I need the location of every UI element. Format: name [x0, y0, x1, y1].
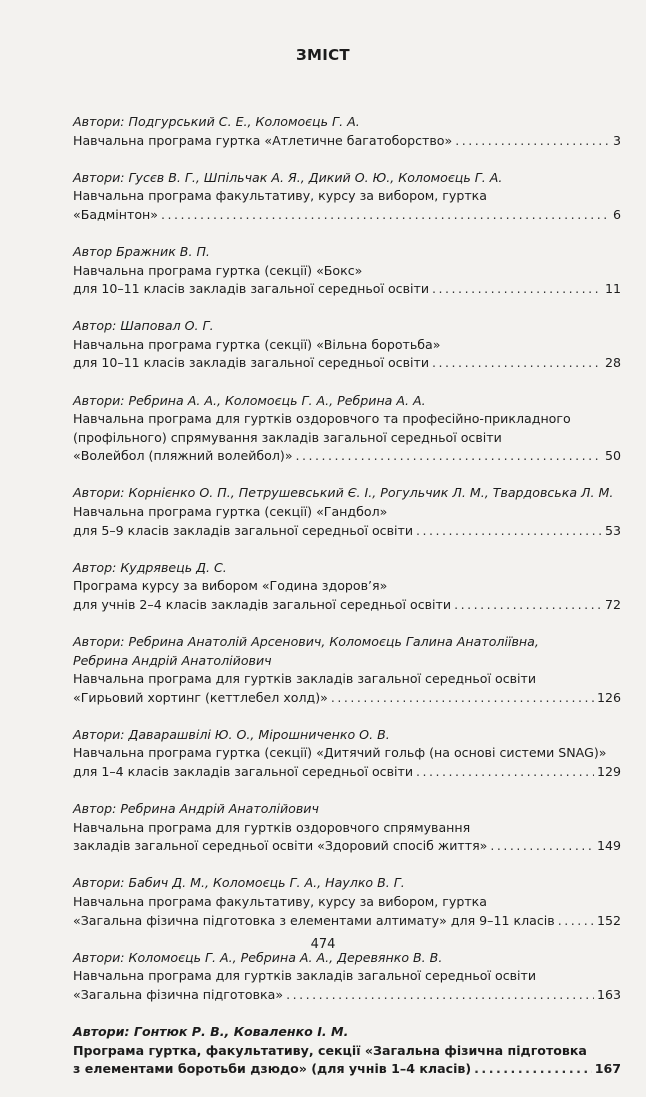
- entry-title: Навчальна програма для гуртків оздоровчого спрямування: [73, 819, 471, 835]
- leader-dots: [454, 596, 602, 615]
- toc-entry: [73, 949, 621, 1005]
- entry-page-number: 50: [604, 448, 621, 464]
- entry-title: «Бадмінтон»: [73, 206, 158, 222]
- entry-title: Навчальна програма для гуртків закладів загальної середньої освіти: [73, 968, 537, 984]
- leader-dots: [331, 689, 594, 708]
- entry-authors: Автор: Ребрина Андрій Анатолійович: [73, 801, 319, 817]
- entry-authors: Автори: Ребрина Анатолій Арсенович, Коломоєць Галина Анатоліївна,: [73, 633, 539, 649]
- entry-title: для 10–11 класів закладів загальної середньої освіти: [73, 355, 430, 371]
- toc-entry: [73, 1023, 621, 1079]
- entry-page-number: 53: [604, 522, 621, 538]
- entry-authors: Автори: Коломоєць Г. А., Ребрина А. А., Деревянко В. В.: [73, 949, 443, 965]
- entry-title-line: [73, 912, 621, 931]
- entry-authors: Автори: Даварашвілі Ю. О., Мірошниченко О. В.: [73, 726, 390, 742]
- entry-page-number: 11: [604, 281, 621, 297]
- entry-title: Навчальна програма для гуртків оздоровчого та професійно-прикладного: [73, 411, 571, 427]
- entry-title-line: [73, 1060, 621, 1079]
- entry-page-number: 28: [604, 355, 621, 371]
- entry-authors: Автори: Ребрина А. А., Коломоєць Г. А., Ребрина А. А.: [73, 392, 426, 408]
- entry-title: для 1–4 класів закладів загальної середньої освіти: [73, 764, 414, 780]
- entry-page-number: 149: [596, 838, 621, 854]
- entry-title: для 5–9 класів закладів загальної середньої освіти: [73, 522, 414, 538]
- entry-page-number: 129: [596, 764, 621, 780]
- entry-title: Програма курсу за вибором «Година здоров’я»: [73, 578, 388, 594]
- entry-authors: Автор: Шаповал О. Г.: [73, 318, 214, 334]
- entry-title: «Волейбол (пляжний волейбол)»: [73, 448, 293, 464]
- entry-title-line: [73, 206, 621, 225]
- leader-dots: [490, 837, 594, 856]
- leader-dots: [286, 986, 594, 1005]
- entry-title: (профільного) спрямування закладів загальної середньої освіти: [73, 429, 502, 445]
- entry-authors: Автор: Кудрявець Д. С.: [73, 559, 227, 575]
- toc-entry: [73, 317, 621, 373]
- entry-title-line: [73, 354, 621, 373]
- entry-title-line: [73, 280, 621, 299]
- entry-title: Програма гуртка, факультативу, секції «Загальна фізична підготовка: [73, 1042, 587, 1058]
- entry-title-line: [73, 596, 621, 615]
- entry-title: Навчальна програма гуртка «Атлетичне багатоборство»: [73, 132, 453, 148]
- entry-authors: Автори: Бабич Д. М., Коломоєць Г. А., Наулко В. Г.: [73, 875, 405, 891]
- toc-entry: [73, 726, 621, 782]
- entry-title: «Загальна фізична підготовка»: [73, 986, 284, 1002]
- entry-authors: Автори: Гонтюк Р. В., Коваленко І. М.: [73, 1023, 349, 1039]
- leader-dots: [161, 206, 610, 225]
- entry-title: з елементами боротьби дзюдо» (для учнів 1–4 класів): [73, 1061, 472, 1077]
- entry-title: Навчальна програма гуртка (секції) «Гандбол»: [73, 504, 388, 519]
- leader-dots: [416, 763, 594, 782]
- toc-entry: [73, 113, 621, 150]
- entry-title-line: [73, 522, 621, 541]
- entry-page-number: 72: [604, 596, 621, 612]
- entry-title-line: [73, 447, 621, 466]
- entry-page-number: 6: [612, 206, 621, 222]
- leader-dots: [474, 1060, 592, 1079]
- entry-authors: Автори: Гусєв В. Г., Шпільчак А. Я., Дикий О. Ю., Коломоєць Г. А.: [73, 169, 503, 185]
- leader-dots: [558, 912, 594, 931]
- toc-entry: [73, 633, 621, 707]
- page-title: ЗМІСТ: [296, 46, 350, 64]
- entry-page-number: 167: [594, 1061, 621, 1077]
- entry-title: Навчальна програма факультативу, курсу за вибором, гуртка: [73, 188, 488, 204]
- entry-title: «Гирьовий хортинг (кеттлебел холд)»: [73, 689, 328, 705]
- toc-entry: [73, 874, 621, 930]
- toc-entry: [73, 559, 621, 615]
- entry-authors: Автори: Подгурський С. Е., Коломоєць Г. А.: [73, 114, 360, 129]
- entry-title: для 10–11 класів закладів загальної середньої освіти: [73, 281, 430, 297]
- entry-title-line: [73, 132, 621, 151]
- entry-authors: Ребрина Андрій Анатолійович: [73, 652, 272, 668]
- entry-title-line: [73, 689, 621, 708]
- entry-title: Навчальна програма гуртка (секції) «Вільна боротьба»: [73, 336, 441, 352]
- entry-title-line: [73, 837, 621, 856]
- entry-title: Навчальна програма гуртка (секції) «Бокс»: [73, 262, 363, 278]
- entry-page-number: 3: [612, 132, 621, 148]
- toc-entry: [73, 169, 621, 225]
- entry-title: Навчальна програма гуртка (секції) «Дитячий гольф (на основі системи SNAG)»: [73, 745, 607, 761]
- entry-title: «Загальна фізична підготовка з елементами алтимату» для 9–11 класів: [73, 912, 555, 928]
- toc-entry: [73, 484, 621, 540]
- entry-title: Навчальна програма факультативу, курсу за вибором, гуртка: [73, 894, 488, 909]
- entry-title: Навчальна програма для гуртків закладів загальної середньої освіти: [73, 671, 537, 687]
- toc-entry: [73, 243, 621, 299]
- page-number: 474: [310, 937, 336, 952]
- entry-authors: Автори: Корнієнко О. П., Петрушевський Є. І., Рогульчик Л. М., Твардовська Л. М.: [73, 485, 614, 501]
- entry-title-line: [73, 763, 621, 782]
- leader-dots: [296, 447, 602, 466]
- entry-page-number: 126: [596, 689, 621, 705]
- entry-page-number: 163: [596, 986, 621, 1002]
- leader-dots: [432, 280, 602, 299]
- entry-title: закладів загальної середньої освіти «Здоровий спосіб життя»: [73, 838, 488, 854]
- entry-title-line: [73, 986, 621, 1005]
- leader-dots: [455, 132, 610, 151]
- leader-dots: [432, 354, 602, 373]
- entry-page-number: 152: [596, 912, 621, 928]
- leader-dots: [416, 522, 602, 541]
- entry-authors: Автор Бражник В. П.: [73, 243, 210, 259]
- toc-entry: [73, 800, 621, 856]
- toc-entry: [73, 392, 621, 466]
- entry-title: для учнів 2–4 класів закладів загальної середньої освіти: [73, 596, 452, 612]
